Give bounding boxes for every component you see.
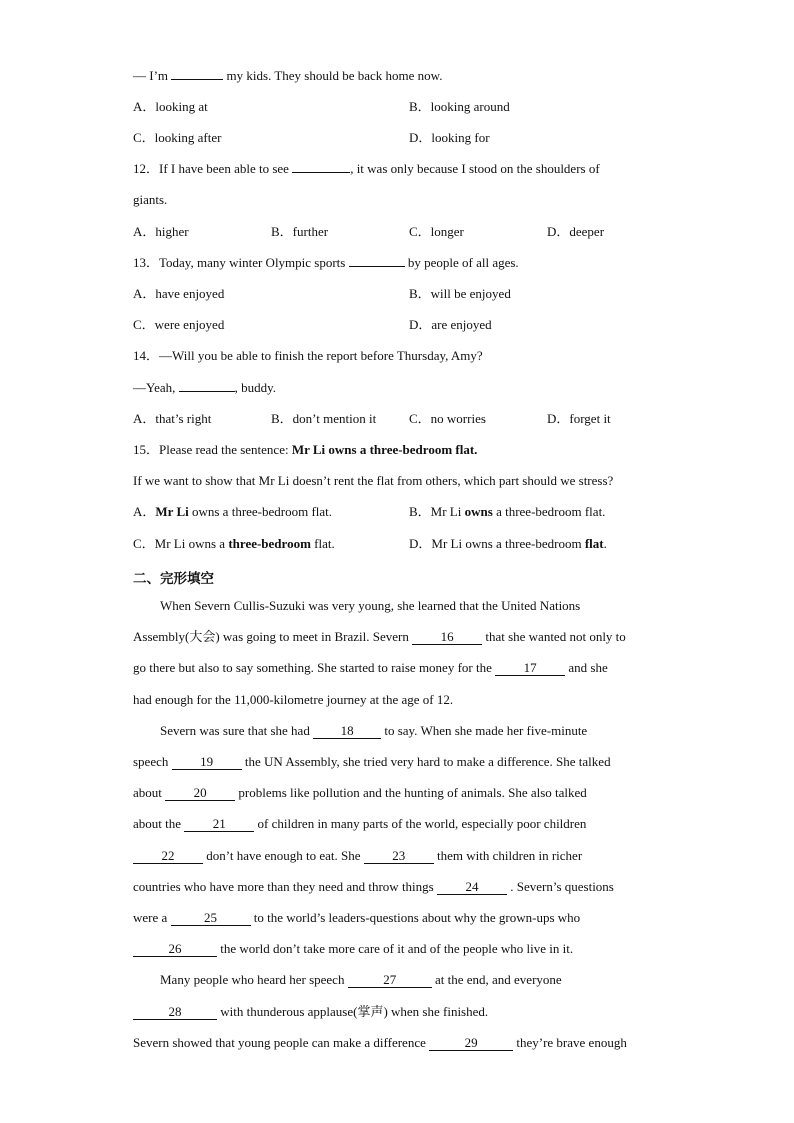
q12-stem-line2: giants. [133,192,168,207]
q12-option-b[interactable]: B．further [271,224,329,239]
passage-line: about 20 problems like pollution and the hunting of animals. She also talked [133,785,587,800]
blank-28[interactable]: 28 [133,1005,217,1020]
passage-line: Many people who heard her speech 27 at the end, and everyone [160,972,562,987]
passage-line: 26 the world don’t take more care of it and of the people who live in it. [133,941,573,957]
q14-option-b[interactable]: B．don’t mention it [271,411,377,426]
passage-line: had enough for the 11,000-kilometre journey at the age of 12. [133,692,454,707]
passage-line: Assembly(大会) was going to meet in Brazil. Severn 16 that she wanted not only to [133,629,626,644]
answer-blank[interactable] [349,266,405,267]
blank-21[interactable]: 21 [184,817,254,832]
q15-question: If we want to show that Mr Li doesn’t rent the flat from others, which part should we stress? [133,473,614,488]
q12-option-c[interactable]: C．longer [409,224,464,239]
q15-option-b[interactable]: B．Mr Li owns a three-bedroom flat. [409,504,606,519]
q12-option-a[interactable]: A．higher [133,224,189,239]
blank-18[interactable]: 18 [313,724,381,739]
q13-option-a[interactable]: A．have enjoyed [133,286,225,301]
q12-option-d[interactable]: D．deeper [547,224,605,239]
q15-stem: 15．Please read the sentence: Mr Li owns a three-bedroom flat. [133,442,478,457]
passage-line: 22 don’t have enough to eat. She 23 them with children in richer [133,848,582,864]
blank-17[interactable]: 17 [495,661,565,676]
blank-27[interactable]: 27 [348,973,432,988]
q14-option-c[interactable]: C．no worries [409,411,486,426]
answer-blank[interactable] [179,391,235,392]
passage-line: about the 21 of children in many parts of the world, especially poor children [133,816,587,831]
q14-option-d[interactable]: D．forget it [547,411,611,426]
q13-option-c[interactable]: C．were enjoyed [133,317,225,332]
answer-blank[interactable] [171,79,223,80]
blank-23[interactable]: 23 [364,849,434,864]
passage-line: Severn showed that young people can make a difference 29 they’re brave enough [133,1035,627,1050]
passage-line: 28 with thunderous applause(掌声) when she finished. [133,1004,488,1020]
q14-option-a[interactable]: A．that’s right [133,411,212,426]
q11-stem: — I’m my kids. They should be back home now. [133,68,443,83]
q11-option-a[interactable]: A．looking at [133,99,208,114]
q14-reply: —Yeah, , buddy. [133,380,277,395]
blank-20[interactable]: 20 [165,786,235,801]
passage-line: Severn was sure that she had 18 to say. When she made her five-minute [160,723,588,738]
blank-16[interactable]: 16 [412,630,482,645]
passage-line: When Severn Cullis-Suzuki was very young, she learned that the United Nations [160,598,581,613]
answer-blank[interactable] [292,172,350,173]
blank-26[interactable]: 26 [133,942,217,957]
q13-option-b[interactable]: B．will be enjoyed [409,286,511,301]
blank-19[interactable]: 19 [172,755,242,770]
blank-24[interactable]: 24 [437,880,507,895]
blank-22[interactable]: 22 [133,849,203,864]
passage-line: go there but also to say something. She started to raise money for the 17 and she [133,660,608,675]
q15-option-c[interactable]: C．Mr Li owns a three-bedroom flat. [133,536,335,551]
q11-option-c[interactable]: C．looking after [133,130,222,145]
q11-option-b[interactable]: B．looking around [409,99,510,114]
blank-29[interactable]: 29 [429,1036,513,1051]
q15-option-a[interactable]: A．Mr Li owns a three-bedroom flat. [133,504,333,519]
blank-25[interactable]: 25 [171,911,251,926]
q11-option-d[interactable]: D．looking for [409,130,490,145]
q12-stem: 12．If I have been able to see , it was only because I stood on the shoulders of [133,161,600,176]
passage-line: speech 19 the UN Assembly, she tried very hard to make a difference. She talked [133,754,611,769]
passage-line: countries who have more than they need and throw things 24 . Severn’s questions [133,879,614,894]
passage-line: were a 25 to the world’s leaders-questions about why the grown-ups who [133,910,581,925]
q14-stem: 14．—Will you be able to finish the report before Thursday, Amy? [133,348,483,363]
section-heading: 二、完形填空 [133,571,214,587]
q15-option-d[interactable]: D．Mr Li owns a three-bedroom flat. [409,536,607,551]
q13-stem: 13．Today, many winter Olympic sports by people of all ages. [133,255,519,270]
q13-option-d[interactable]: D．are enjoyed [409,317,492,332]
